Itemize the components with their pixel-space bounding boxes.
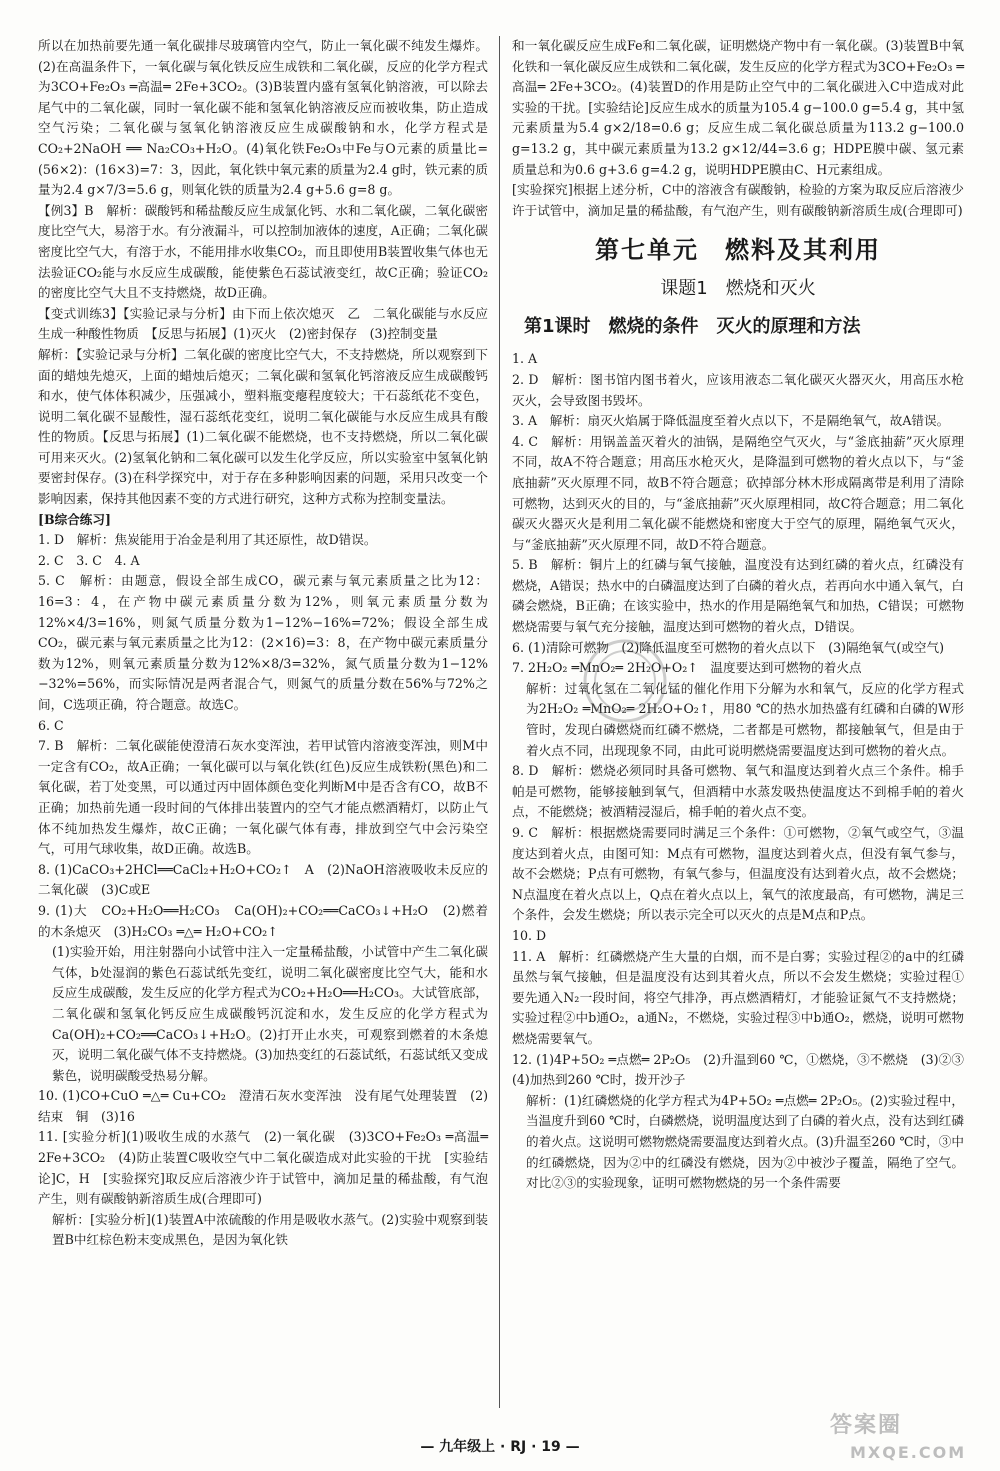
answer-9-analysis: (1)实验开始，用注射器向小试管中注入一定量稀盐酸，小试管中产生二氧化碳气体，b处湿润的紫色石蕊试纸先变红，说明二氧化碳密度比空气大，能和水反应生成碳酸，发生反应的化学方程式为CO₂+H₂O══H₂CO₃。大试管底部，二氧化碳和氢氧化钙反应生成碳酸钙沉淀和水，发生反应的化学方程式为Ca(OH)₂+CO₂══CaCO₃↓+H₂O。(2)打开止水夹，可观察到燃着的木条熄灭，说明二氧化碳气体不支持燃烧。(3)加热变红的石蕊试纸，石蕊试纸又变成紫色，说明碳酸受热易分解。 [52,944,488,1083]
lesson-title: 课题1 燃烧和灭火 [660,278,816,300]
lesson-answer-12: 12. (1)4P+5O₂ ═点燃═ 2P₂O₅ (2)升温到60 ℃，①燃烧，③不燃烧 (3)②③ (4)加热到260 ℃时，拨开沙子 [512,1051,977,1088]
answer-11-analysis: 解析：[实验分析](1)装置A中浓硫酸的作用是吸收水蒸气。(2)实验中观察到装置B中红棕色粉末变成黑色，是因为氧化铁 [52,1211,488,1248]
answer-7: 7. B 解析：二氧化碳能使澄清石灰水变浑浊，若甲试管内溶液变浑浊，则M中一定含有CO₂，故A正确；一氧化碳可以与氧化铁(红色)反应生成铁粉(黑色)和二氧化碳，若丁处变黑，可以通过丙中固体颜色变化判断M中是否含有CO，故B不正确；加热前先通一段时间的气体排出装置内的空气才能点燃酒精灯，以防止气体不纯加热发生爆炸，故C正确；一氧化碳气体有毒，排放到空气中会污染空气，可用气球收集，故D正确。故选B。 [38,738,488,857]
watermark-logo [810,1408,990,1464]
left-column [38,36,488,1416]
lesson-answer-7: 7. 2H₂O₂ ═MnO₂═ 2H₂O+O₂↑ 温度要达到可燃物的着火点 [512,660,862,676]
right-column [512,36,977,1416]
right-para-1: 和一氧化碳反应生成Fe和二氧化碳，证明燃烧产物中有一氧化碳。(3)装置B中氧化铁和一氧化碳反应生成铁和二氧化碳，发生反应的化学方程式为3CO+Fe₂O₃ ═高温═ 2Fe+3CO₂。(4)装置D的作用是防止空气中的二氧化碳进入C中造成对此实验的干扰。[实验结论]反应生成水的质量为105.4 g−100.0 g=5.4 g，其中氢元素质量为5.4 g×2/18=0.6 g；反应生成二氧化碳总质量为113.2 g−100.0 g=13.2 g，其中碳元素质量为13.2 g×12/44=3.6 g；HDPE膜中碳、氢元素质量总和为0.6 g+3.6 g=4.2 g，说明HDPE膜由C、H元素组成。 [512,38,964,177]
lesson-answer-10: 10. D [512,927,547,943]
left-para-1: 所以在加热前要先通一氧化碳排尽玻璃管内空气，防止一氧化碳不纯发生爆炸。(2)在高温条件下，一氧化碳与氧化铁反应生成铁和二氧化碳，反应的化学方程式为3CO+Fe₂O₃ ═高温═ 2Fe+3CO₂。(3)B装置内盛有氢氧化钠溶液，可以除去尾气中的二氧化碳，同时一氧化碳不能和氢氧化钠溶液反应而被收集，防止造成空气污染；二氧化碳与氢氧化钠溶液反应生成碳酸钠和水，化学方程式是CO₂+2NaOH ══ Na₂CO₃+H₂O。(4)氧化铁Fe₂O₃中Fe与O元素的质量比=(56×2)：(16×3)=7：3，因此，氧化铁中氧元素的质量为2.4 g时，铁元素的质量为2.4 g×7/3=5.6 g，则氧化铁的质量为2.4 g+5.6 g=8 g。 [38,38,488,198]
lesson-answer-7-analysis: 解析：过氧化氢在二氧化锰的催化作用下分解为水和氧气，反应的化学方程式为2H₂O₂ ═MnO₂═ 2H₂O+O₂↑，用80 ℃的热水加热盛有红磷和白磷的W形管时，发现白磷燃烧而红磷不燃烧，二者都是可燃物，都接触氧气，但是由于着火点不同，出现现象不同，由此可说明燃烧需要温度达到可燃物的着火点。 [526,680,964,758]
answer-5: 5. C 解析：由题意，假设全部生成CO，碳元素与氧元素质量之比为12：16=3：4，在产物中碳元素质量分数为12%，则氧元素质量分数为12%×4/3=16%，则氮气质量分数为1−12%−16%=72%；假设全部生成CO₂，碳元素与氧元素质量之比为12：(2×16)=3：8，在产物中碳元素质量分数为12%，则氧元素质量分数为12%×8/3=32%，氮气质量分数为1−12%−32%=56%，而实际情况是两者混合气，则氮气的质量分数在56%与72%之间，C选项正确，符合题意。故选C。 [38,573,488,712]
watermark-text: 答案圈 [830,1413,903,1438]
section-b-heading: [B综合练习] [38,511,111,527]
right-para-2: [实验探究]根据上述分析，C中的溶液含有碳酸钠，检验的方案为取反应后溶液少许于试管中，滴加足量的稀盐酸，有气泡产生，则有碳酸钠新溶质生成(合理即可) [512,182,964,218]
variant-analysis: 解析：【实验记录与分析】二氧化碳的密度比空气大，不支持燃烧，所以观察到下面的蜡烛先熄灭，上面的蜡烛后熄灭；二氧化碳和氢氧化钙溶液反应生成碳酸钙和水，使气体体积减少，压强减小，塑料瓶变瘪程度较大；干石蕊纸花不变色，说明二氧化碳不显酸性，湿石蕊纸花变红，说明二氧化碳能与水反应生成具有酸性的物质。【反思与拓展】(1)二氧化碳不能燃烧，也不支持燃烧，所以二氧化碳可用来灭火。(2)氢氧化钠和二氧化碳可以发生化学反应，所以实验室中氢氧化钠要密封保存。(3)在科学探究中，对于存在多种影响因素的问题，采用只改变一个影响因素，保持其他因素不变的方式进行研究，这种方式称为控制变量法。 [38,346,488,507]
column-divider [499,36,500,1408]
lesson-answer-4: 4. C 解析：用锅盖盖灭着火的油锅，是隔绝空气灭火，与“釜底抽薪”灭火原理不同，故A不符合题意；用高压水枪灭火，是降温到可燃物的着火点以下，与“釜底抽薪”灭火原理不同，故B不符合题意；砍掉部分林木形成隔离带是利用了清除可燃物，达到灭火的目的，与“釜底抽薪”灭火原理相同，故C符合题意；用二氧化碳灭火器灭火是利用二氧化碳不能燃烧和密度大于空气的原理，隔绝氧气灭火，与“釜底抽薪”灭火原理不同，故D不符合题意。 [512,433,964,552]
unit-title: 第七单元 燃料及其利用 [595,236,881,265]
lesson-answer-6: 6. (1)清除可燃物 (2)降低温度至可燃物的着火点以下 (3)隔绝氧气(或空气) [512,639,944,655]
lesson-answer-9: 9. C 解析：根据燃烧需要同时满足三个条件：①可燃物，②氧气或空气，③温度达到着火点，由图可知：M点有可燃物，温度达到着火点，但没有氧气参与，故不会燃烧；P点有可燃物，有氧气参与，但温度没有达到着火点，故不会燃烧；N点温度在着火点以上，Q点在着火点以上，氧气的浓度最高，有可燃物，满足三个条件，会发生燃烧；所以表示完全可以灭火的点是M点和P点。 [512,825,964,923]
lesson-answer-1: 1. A [512,351,538,367]
lesson-answer-12-analysis: 解析：(1)红磷燃烧的化学方程式为4P+5O₂ ═点燃═ 2P₂O₅。(2)实验过程中，当温度升到60 ℃时，白磷燃烧，说明温度达到了白磷的着火点，没有达到红磷的着火点。这说明可燃物燃烧需要温度达到着火点。(3)升温至260 ℃时，③中的红磷燃烧，因为②中的红磷没有燃烧，因为②中被沙子覆盖，隔绝了空气。对比②③的实验现象，证明可燃物燃烧的另一个条件需要 [526,1092,964,1191]
period-title: 第1课时 燃烧的条件 灭火的原理和方法 [524,316,861,338]
lesson-answer-11: 11. A 解析：红磷燃烧产生大量的白烟，而不是白雾；实验过程②的a中的红磷虽然与氧气接触，但是温度没有达到其着火点，所以不会发生燃烧；实验过程①要先通入N₂一段时间，将空气排净，再点燃酒精灯，才能验证氮气不支持燃烧；实验过程②中b通O₂，a通N₂，不燃烧，实验过程③中b通O₂，燃烧，说明可燃物燃烧需要氧气。 [512,948,964,1046]
answer-9: 9. (1)大 CO₂+H₂O══H₂CO₃ Ca(OH)₂+CO₂══CaCO₃↓+H₂O (2)燃着的木条熄灭 (3)H₂CO₃ ═△═ H₂O+CO₂↑ [38,902,488,939]
answer-8: 8. (1)CaCO₃+2HCl══CaCl₂+H₂O+CO₂↑ A (2)NaOH溶液吸收未反应的二氧化碳 (3)C或E [38,861,488,898]
page-footer: — 九年级上 · RJ · 19 — [420,1439,580,1455]
lesson-answer-2: 2. D 解析：图书馆内图书着火，应该用液态二氧化碳灭火器灭火，用高压水枪灭火，会导致图书毁坏。 [512,371,964,408]
answer-6: 6. C [38,717,64,733]
answer-2-4: 2. C 3. C 4. A [38,552,140,568]
answer-11: 11. [实验分析](1)吸收生成的水蒸气 (2)一氧化碳 (3)3CO+Fe₂O₃ ═高温═ 2Fe+3CO₂ (4)防止装置C吸收空气中二氧化碳造成对此实验的干扰 [实验结论]C，H [实验探究]取反应后溶液少许于试管中，滴加足量的稀盐酸，有气泡产生，则有碳酸钠新溶质生成(合理即可) [38,1129,488,1207]
answer-1: 1. D 解析：焦炭能用于冶金是利用了其还原性，故D错误。 [38,532,377,548]
example-3: 【例3】B 解析：碳酸钙和稀盐酸反应生成氯化钙、水和二氧化碳，二氧化碳密度比空气大，易溶于水。有分液漏斗，可以控制加液体的速度，A正确；二氧化碳密度比空气大，有溶于水，不能用排水收集CO₂，而且即使用B装置收集气体也无法验证CO₂能与水反应生成碳酸，能使紫色石蕊试液变红，故C正确；验证CO₂的密度比空气大且不支持燃烧，故D正确。 [38,202,488,301]
stamp-mark [580,636,670,726]
lesson-answer-8: 8. D 解析：燃烧必须同时具备可燃物、氧气和温度达到着火点三个条件。棉手帕是可燃物，能够接触到氧气，但酒精中水蒸发吸热使温度达不到棉手帕的着火点，不能燃烧；被酒精浸湿后，棉手帕的着火点不变。 [512,763,964,820]
answer-10: 10. (1)CO+CuO ═△═ Cu+CO₂ 澄清石灰水变浑浊 没有尾气处理装置 (2)结束 铜 (3)16 [38,1088,488,1124]
variant-training-3: 【变式训练3】【实验记录与分析】由下而上依次熄灭 乙 二氧化碳能与水反应生成一种酸性物质 【反思与拓展】(1)灭火 (2)密封保存 (3)控制变量 [38,305,488,342]
lesson-answer-3: 3. A 解析：扇灭火焰属于降低温度至着火点以下，不是隔绝氧气，故A错误。 [512,413,950,429]
lesson-answer-5: 5. B 解析：铜片上的红磷与氧气接触，温度没有达到红磷的着火点，红磷没有燃烧，A错误；热水中的白磷温度达到了白磷的着火点，若再向水中通入氧气，白磷会燃烧，B正确；在该实验中，热水的作用是隔绝氧气和加热，C错误；可燃物燃烧需要与氧气充分接触，温度达到可燃物的着火点，D错误。 [512,557,964,635]
watermark-url: MXQE.COM [850,1443,967,1462]
